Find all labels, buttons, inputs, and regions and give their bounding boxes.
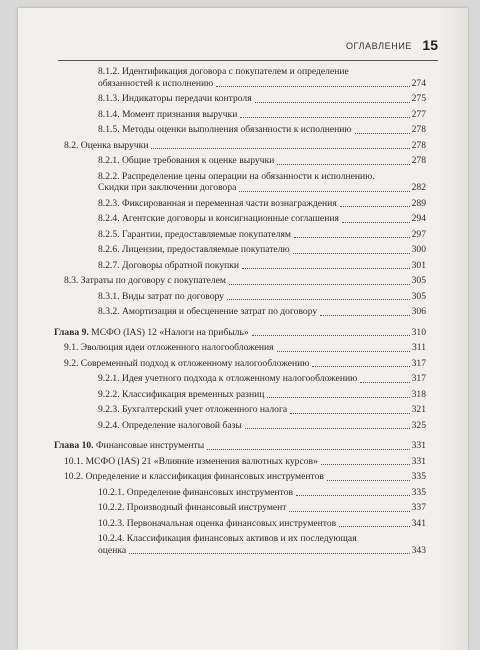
toc-entry-title: 8.2.3. Фиксированная и переменная части вознаграждения bbox=[98, 197, 337, 209]
toc-entry-page: 325 bbox=[411, 419, 426, 431]
toc-entry-page: 335 bbox=[411, 471, 426, 482]
toc-entry bbox=[54, 456, 426, 468]
toc-entry-title: 8.2.1. Общие требования к оценке выручки bbox=[98, 155, 275, 166]
dot-leader bbox=[252, 335, 410, 336]
toc-entry-page: 294 bbox=[411, 213, 426, 224]
toc-entry-title: 8.2.6. Лицензии, предоставляемые покупателю bbox=[98, 244, 290, 255]
toc-entry-page: 317 bbox=[411, 357, 426, 369]
toc-entry-page: 317 bbox=[411, 373, 426, 384]
toc-entry-page: 306 bbox=[411, 306, 426, 317]
dot-leader bbox=[360, 382, 409, 383]
toc-entry-title: 8.3. Затраты по договору с покупателем bbox=[64, 275, 227, 286]
toc-entry bbox=[54, 93, 426, 105]
header-title: ОГЛАВЛЕНИЕ bbox=[345, 41, 412, 51]
toc-entry bbox=[54, 171, 426, 194]
toc-entry-title: МСФО (IAS) 12 «Налоги на прибыль» bbox=[88, 326, 249, 338]
toc-entry bbox=[54, 327, 426, 339]
toc-entry-title: 8.1.3. Индикаторы передачи контроля bbox=[98, 93, 252, 104]
toc-entry-title: 10.2.1. Определение финансовых инструментов bbox=[98, 486, 294, 498]
dot-leader bbox=[277, 351, 410, 352]
dot-leader bbox=[240, 117, 409, 118]
dot-leader bbox=[242, 268, 410, 269]
toc-entry-page: 337 bbox=[411, 502, 426, 513]
dot-leader bbox=[245, 428, 410, 429]
dot-leader bbox=[296, 495, 410, 496]
toc-entry bbox=[54, 389, 426, 401]
toc-entry bbox=[54, 502, 426, 514]
dot-leader bbox=[294, 237, 410, 238]
toc-entry-page: 278 bbox=[411, 155, 426, 166]
toc-entry-title: 8.2.7. Договоры обратной покупки bbox=[98, 259, 240, 271]
toc-entry bbox=[54, 358, 426, 370]
toc-entry bbox=[54, 533, 426, 556]
toc-entry-title: 9.2. Современный подход к отложенному налогообложению bbox=[64, 357, 310, 369]
toc-entry-page: 275 bbox=[411, 93, 426, 104]
toc-entry bbox=[54, 420, 426, 432]
toc-entry-title: оценка bbox=[98, 544, 127, 556]
toc-entry-title: 10.2.4. Классификация финансовых активов и их последующая bbox=[98, 533, 357, 544]
toc-entry-title: 8.1.5. Методы оценки выполнения обязанности к исполнению bbox=[98, 124, 352, 135]
chapter-label: Глава 9. bbox=[54, 326, 89, 338]
dot-leader bbox=[290, 413, 409, 414]
toc-entry-page: 343 bbox=[411, 544, 426, 556]
toc-entry bbox=[54, 440, 426, 452]
toc-entry bbox=[54, 198, 426, 210]
toc-entry bbox=[54, 404, 426, 416]
toc-entry-page: 305 bbox=[411, 290, 426, 302]
dot-leader bbox=[229, 284, 410, 285]
dot-leader bbox=[151, 148, 409, 149]
dot-leader bbox=[293, 253, 410, 254]
dot-leader bbox=[216, 86, 409, 87]
dot-leader bbox=[239, 191, 409, 192]
toc-entry-page: 335 bbox=[411, 486, 426, 498]
toc-entry-title: 8.2. Оценка выручки bbox=[64, 139, 149, 151]
book-page bbox=[18, 8, 468, 650]
toc-entry-page: 301 bbox=[411, 259, 426, 271]
dot-leader bbox=[342, 222, 410, 223]
dot-leader bbox=[289, 511, 409, 512]
toc-entry bbox=[54, 124, 426, 136]
dot-leader bbox=[267, 397, 409, 398]
toc-entry-title: 8.1.4. Момент признания выручки bbox=[98, 108, 238, 120]
dot-leader bbox=[321, 464, 410, 465]
table-of-contents bbox=[54, 66, 426, 556]
toc-entry-title: обязанностей к исполнению bbox=[98, 77, 214, 89]
toc-entry-page: 331 bbox=[411, 455, 426, 467]
toc-entry-page: 278 bbox=[411, 139, 426, 151]
toc-entry-title: 10.1. МСФО (IAS) 21 «Влияние изменения валютных курсов» bbox=[64, 455, 318, 467]
toc-entry bbox=[54, 291, 426, 303]
toc-entry-title: 8.2.4. Агентские договоры и консигнационные соглашения bbox=[98, 213, 339, 224]
dot-leader bbox=[327, 480, 410, 481]
toc-entry-title: 9.2.1. Идея учетного подхода к отложенному налогообложению bbox=[98, 373, 358, 384]
toc-entry bbox=[54, 66, 426, 89]
toc-entry bbox=[54, 275, 426, 287]
toc-entry-page: 331 bbox=[411, 440, 426, 451]
toc-entry-page: 300 bbox=[411, 244, 426, 255]
toc-entry bbox=[54, 244, 426, 256]
toc-entry-page: 289 bbox=[411, 197, 426, 209]
toc-entry bbox=[54, 373, 426, 385]
dot-leader bbox=[320, 315, 409, 316]
toc-entry-title: 8.3.1. Виды затрат по договору bbox=[98, 290, 224, 302]
toc-entry bbox=[54, 471, 426, 483]
toc-entry-page: 282 bbox=[411, 182, 426, 193]
dot-leader bbox=[339, 526, 409, 527]
toc-entry bbox=[54, 213, 426, 225]
toc-entry-page: 274 bbox=[411, 77, 426, 89]
toc-entry-page: 341 bbox=[411, 517, 426, 529]
dot-leader bbox=[255, 102, 410, 103]
running-header bbox=[18, 38, 468, 54]
page-number: 15 bbox=[422, 37, 438, 53]
toc-entry-page: 297 bbox=[411, 228, 426, 240]
toc-entry-page: 278 bbox=[411, 124, 426, 135]
toc-entry-title: 10.2. Определение и классификация финансовых инструментов bbox=[64, 471, 324, 482]
dot-leader bbox=[207, 449, 409, 450]
toc-entry-title: 8.2.5. Гарантии, предоставляемые покупателям bbox=[98, 228, 291, 240]
dot-leader bbox=[277, 164, 409, 165]
toc-entry-title: 8.3.2. Амортизация и обесценение затрат по договору bbox=[98, 306, 318, 317]
toc-entry-title: 9.2.3. Бухгалтерский учет отложенного налога bbox=[98, 404, 288, 415]
header-rule bbox=[58, 60, 438, 61]
toc-entry-title: 10.2.2. Производный финансовый инструмент bbox=[98, 502, 287, 513]
toc-entry bbox=[54, 140, 426, 152]
toc-entry bbox=[54, 260, 426, 272]
toc-entry bbox=[54, 229, 426, 241]
toc-entry bbox=[54, 518, 426, 530]
toc-entry-title: 8.2.2. Распределение цены операции на обязанности к исполнению. bbox=[98, 170, 375, 182]
toc-entry-page: 311 bbox=[411, 342, 426, 353]
toc-entry-page: 318 bbox=[411, 388, 426, 400]
toc-entry bbox=[54, 306, 426, 318]
toc-entry-title: 10.2.3. Первоначальная оценка финансовых инструментов bbox=[98, 517, 337, 529]
dot-leader bbox=[340, 206, 410, 207]
toc-entry-title: 9.1. Эволюция идеи отложенного налогообложения bbox=[64, 342, 274, 353]
dot-leader bbox=[227, 299, 410, 300]
toc-entry-title: 9.2.4. Определение налоговой базы bbox=[98, 419, 242, 431]
dot-leader bbox=[312, 366, 409, 367]
toc-entry-title: 8.1.2. Идентификация договора с покупателем и определение bbox=[98, 66, 349, 77]
toc-entry-page: 277 bbox=[411, 108, 426, 120]
toc-entry bbox=[54, 342, 426, 354]
toc-entry-title: 9.2.2. Классификация временных разниц bbox=[98, 388, 265, 400]
toc-entry-title: Финансовые инструменты bbox=[93, 440, 205, 451]
toc-entry-page: 310 bbox=[411, 326, 426, 338]
dot-leader bbox=[355, 133, 410, 134]
toc-entry bbox=[54, 109, 426, 121]
toc-entry-title: Скидки при заключении договора bbox=[98, 182, 237, 193]
dot-leader bbox=[129, 553, 410, 554]
toc-entry-page: 305 bbox=[411, 275, 426, 286]
toc-entry-page: 321 bbox=[411, 404, 426, 415]
chapter-label: Глава 10. bbox=[54, 440, 94, 451]
toc-entry bbox=[54, 487, 426, 499]
toc-entry bbox=[54, 155, 426, 167]
